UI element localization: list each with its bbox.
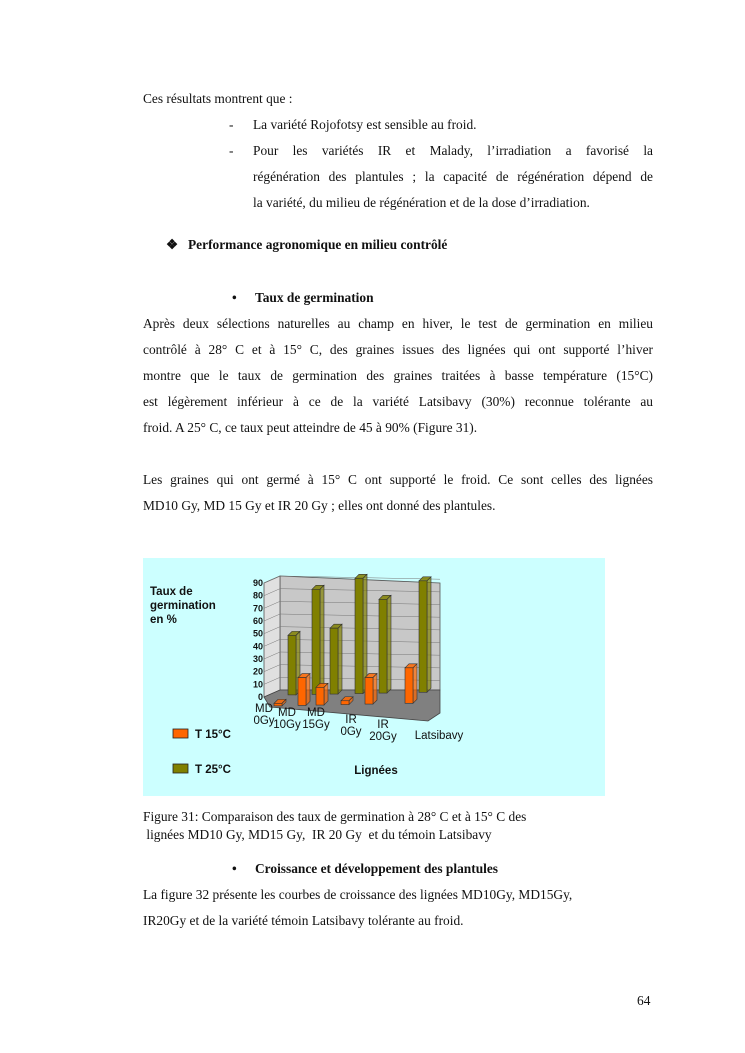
x-tick-label: IR [345, 714, 357, 726]
y-tick-label: 70 [252, 603, 263, 614]
y-tick-label: 40 [252, 641, 263, 652]
list-item [253, 138, 653, 216]
section-heading: Performance agronomique en milieu contrôlé [188, 237, 448, 252]
list-dash: - [229, 117, 234, 132]
legend-label: T 25°C [195, 764, 231, 776]
x-tick-label: Latsibavy [414, 730, 464, 742]
chart-canvas [143, 558, 605, 796]
bullet-dot-icon: • [232, 290, 237, 305]
subheading-croissance: Croissance et développement des plantules [255, 861, 499, 876]
legend-label: T 15°C [195, 729, 231, 741]
bar-t25 [419, 581, 427, 692]
paragraph-survival [143, 467, 653, 519]
paragraph-line: La figure 32 présente les courbes de croissance des lignées MD10Gy, MD15Gy, [143, 887, 573, 902]
bar-t15-side [306, 674, 310, 706]
list-item [253, 112, 653, 138]
bar-t25-side [387, 595, 391, 693]
list-dash: - [229, 143, 234, 158]
bar-t15-side [413, 664, 417, 703]
y-tick-label: 80 [252, 590, 263, 601]
bar-t25 [355, 578, 363, 693]
y-tick-label: 60 [252, 616, 263, 626]
bar-t15-side [324, 683, 328, 705]
paragraph-line: Les graines qui ont germé à 15° C ont supporté le froid. Ce sont celles des lignées [143, 472, 653, 487]
figure-caption [143, 808, 663, 844]
paragraph-line: Après deux sélections naturelles au champ en hiver, le test de germination en milieu [143, 316, 653, 331]
page-number: 64 [637, 993, 651, 1008]
y-tick-label: 50 [252, 628, 263, 639]
x-tick-label: 20Gy [369, 731, 397, 743]
bar-t15 [365, 677, 373, 704]
y-tick-label: 0 [257, 692, 263, 702]
germination-chart [143, 558, 605, 796]
x-tick-label: 10Gy [273, 719, 301, 731]
bar-t25 [288, 635, 296, 695]
bar-t15-side [373, 673, 377, 704]
y-tick-label: 90 [252, 578, 263, 588]
list-item-line: La variété Rojofotsy est sensible au froid. [253, 117, 477, 132]
x-tick-label: 0Gy [340, 726, 362, 738]
list-item-line: Pour les variétés IR et Malady, l’irradiation a favorisé la [253, 143, 653, 158]
paragraph-line: froid. A 25° C, ce taux peut atteindre de 45 à 90% (Figure 31). [143, 420, 478, 435]
paragraph-line: montre que le taux de germination des graines traitées à basse température (15°C) [143, 368, 653, 383]
paragraph-croissance [143, 882, 653, 934]
bar-t25 [330, 628, 338, 694]
bar-t15 [405, 668, 413, 703]
x-tick-label: MD [255, 703, 273, 715]
legend-swatch [173, 764, 188, 773]
y-tick-label: 20 [252, 666, 263, 677]
caption-line: lignées MD10 Gy, MD15 Gy, IR 20 Gy et du témoin Latsibavy [143, 827, 492, 842]
list-item-line: la variété, du milieu de régénération et de la dose d’irradiation. [253, 195, 590, 210]
bar-t15 [341, 701, 349, 705]
bar-t25-side [320, 585, 324, 694]
y-axis-label: en % [150, 614, 177, 626]
intro-text: Ces résultats montrent que : [143, 91, 293, 106]
bar-t25-side [427, 577, 431, 692]
paragraph-line: IR20Gy et de la variété témoin Latsibavy tolérante au froid. [143, 913, 464, 928]
subheading-germination: Taux de germination [255, 290, 374, 305]
paragraph-line: contrôlé à 28° C et à 15° C, des graines issues des lignées qui ont supporté l’hiver [143, 342, 653, 357]
paragraph-germination [143, 311, 653, 441]
legend-swatch [173, 729, 188, 738]
bar-t25-side [338, 624, 342, 694]
section-marker-icon: ❖ [166, 237, 179, 252]
caption-line: Figure 31: Comparaison des taux de germination à 28° C et à 15° C des [143, 809, 527, 824]
x-tick-label: MD [307, 707, 325, 719]
x-tick-label: 15Gy [302, 719, 330, 731]
list-item-line: régénération des plantules ; la capacité de régénération dépend de [253, 169, 653, 184]
x-tick-label: 0Gy [253, 715, 275, 727]
bar-t25 [379, 599, 387, 693]
bar-t25 [312, 589, 320, 694]
bullet-dot-icon: • [232, 861, 237, 876]
chart-side-wall [264, 576, 280, 697]
paragraph-line: MD10 Gy, MD 15 Gy et IR 20 Gy ; elles ont donné des plantules. [143, 498, 496, 513]
y-axis-label: Taux de [150, 586, 193, 598]
bar-t15 [316, 687, 324, 705]
x-tick-label: IR [377, 719, 389, 731]
y-tick-label: 10 [252, 679, 263, 690]
y-axis-label: germination [150, 600, 216, 612]
y-tick-label: 30 [252, 654, 263, 664]
x-tick-label: MD [278, 707, 296, 719]
paragraph-line: est légèrement inférieur à ce de la variété Latsibavy (30%) reconnue tolérante au [143, 394, 653, 409]
bar-t15 [274, 703, 282, 706]
x-axis-label: Lignées [354, 765, 398, 777]
bar-t15 [298, 678, 306, 706]
